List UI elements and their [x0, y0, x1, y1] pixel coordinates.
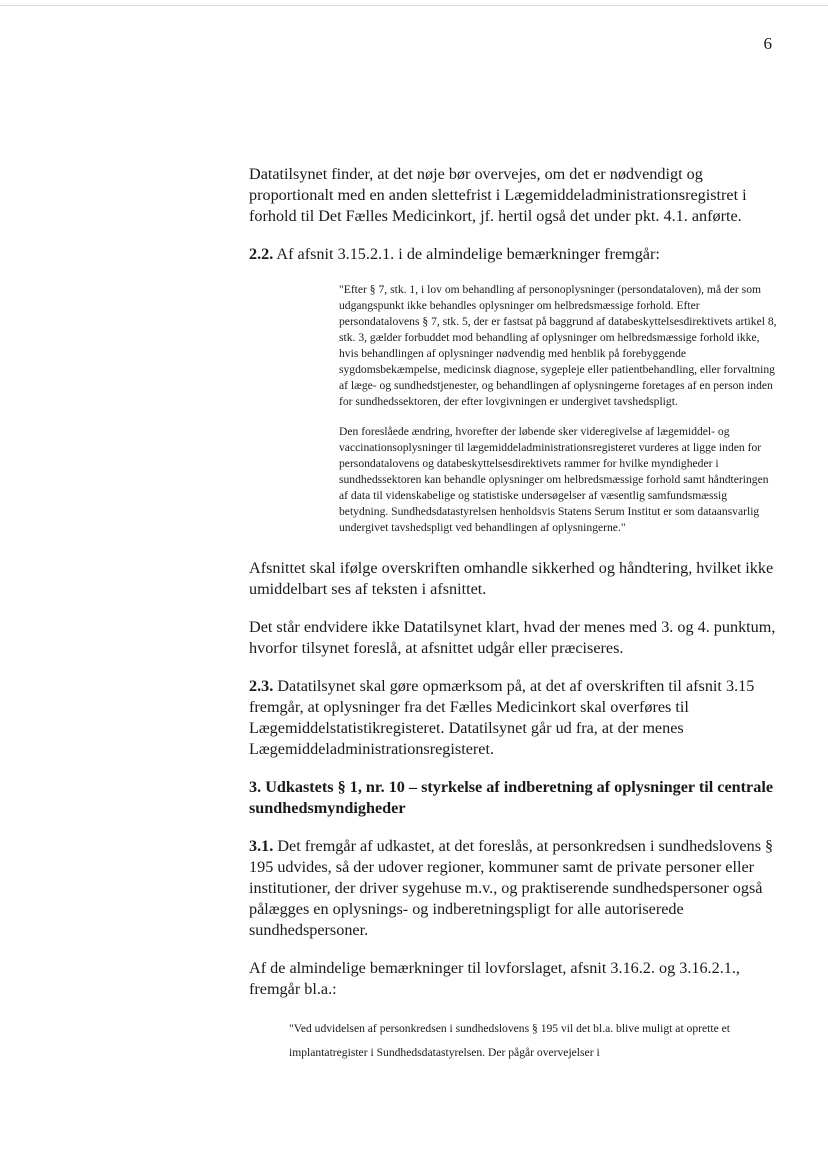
- paragraph-section-heading-comment: Afsnittet skal ifølge overskriften omhandle sikkerhed og håndtering, hvilket ikke umiddelbart ses af teksten i afsnittet.: [249, 559, 774, 598]
- section-number: 3.1.: [249, 837, 274, 855]
- section-number: 2.3.: [249, 677, 274, 695]
- paragraph-punctum-comment: Det står endvidere ikke Datatilsynet klart, hvad der menes med 3. og 4. punktum, hvorfor tilsynet foreslå, at afsnittet udgår eller præciseres.: [249, 618, 776, 657]
- section-number: 2.2.: [249, 245, 274, 263]
- paragraph-2-2: [249, 244, 779, 265]
- document-body: [249, 164, 779, 1065]
- top-rule: [0, 5, 828, 6]
- paragraph-text: Datatilsynet skal gøre opmærksom på, at det af overskriften til afsnit 3.15 fremgår, at oplysninger fra det Fælles Medicinkort skal overføres til Lægemiddelstatistikregisteret. Datatilsynet går ud fra, at der menes Lægemiddeladministrationsregisteret.: [249, 677, 755, 758]
- block-quote-2: Den foreslåede ændring, hvorefter der løbende sker videregivelse af lægemiddel- og vaccinationsoplysninger til lægemiddeladministrationsregisteret vurderes at ligge inden for persondatalovens og databeskyttelsesdirektivets rammer for hvilke myndigheder i sundhedssektoren kan behandle oplysninger om helbredsmæssige forhold samt håndteringen af data til videnskabelige og statistiske undersøgelser af væsentlig samfundsmæssig betydning. Sundhedsdatastyrelsen henholdsvis Statens Serum Institut er som dataansvarlig undergivet tavshedspligt ved behandlingen af oplysningerne.": [339, 425, 769, 534]
- block-quote-1: "Efter § 7, stk. 1, i lov om behandling af personoplysninger (persondataloven), må der som udgangspunkt ikke behandles oplysninger om helbredsmæssige forhold. Efter persondatalovens § 7, stk. 5, der er fastsat på baggrund af databeskyttelsesdirektivets artikel 8, stk. 3, gælder forbuddet mod behandling af oplysninger om helbredsmæssige forhold ikke, hvis behandlingen af oplysninger nødvendig med henblik på forebyggende sygdomsbekæmpelse, medicinsk diagnose, sygepleje eller patientbehandling, eller forvaltning af læge- og sundhedstjenester, og behandlingen af oplysningerne foretages af en person inden for sundhedssektoren, der efter lovgivningen er undergivet tavshedspligt.: [339, 283, 777, 408]
- paragraph-text: Det fremgår af udkastet, at det foreslås, at personkredsen i sundhedslovens § 195 udvides, så der udover regioner, kommuner samt de private personer eller institutioner, der driver sygehuse m.v., og praktiserende sundhedspersoner også pålægges en oplysnings- og indberetningspligt for alle autoriserede sundhedspersoner.: [249, 837, 774, 939]
- page-number: 6: [763, 34, 772, 53]
- paragraph-3-1: [249, 836, 779, 941]
- block-quote-3: "Ved udvidelsen af personkredsen i sundhedslovens § 195 vil det bl.a. blive muligt at oprette et implantatregister i Sundhedsdatastyrelsen. Der pågår overvejelser i: [289, 1022, 731, 1059]
- paragraph-text: Af afsnit 3.15.2.1. i de almindelige bemærkninger fremgår:: [273, 245, 660, 263]
- section-heading-3: 3. Udkastets § 1, nr. 10 – styrkelse af indberetning af oplysninger til centrale sundhedsmyndigheder: [249, 778, 773, 817]
- paragraph-remarks-intro: Af de almindelige bemærkninger til lovforslaget, afsnit 3.16.2. og 3.16.2.1., fremgår bl.a.:: [249, 959, 740, 998]
- paragraph-2-3: [249, 676, 779, 760]
- paragraph-intro: Datatilsynet finder, at det nøje bør overvejes, om det er nødvendigt og proportionalt med en anden slettefrist i Lægemiddeladministrationsregistret i forhold til Det Fælles Medicinkort, jf. hertil også det under pkt. 4.1. anførte.: [249, 165, 747, 225]
